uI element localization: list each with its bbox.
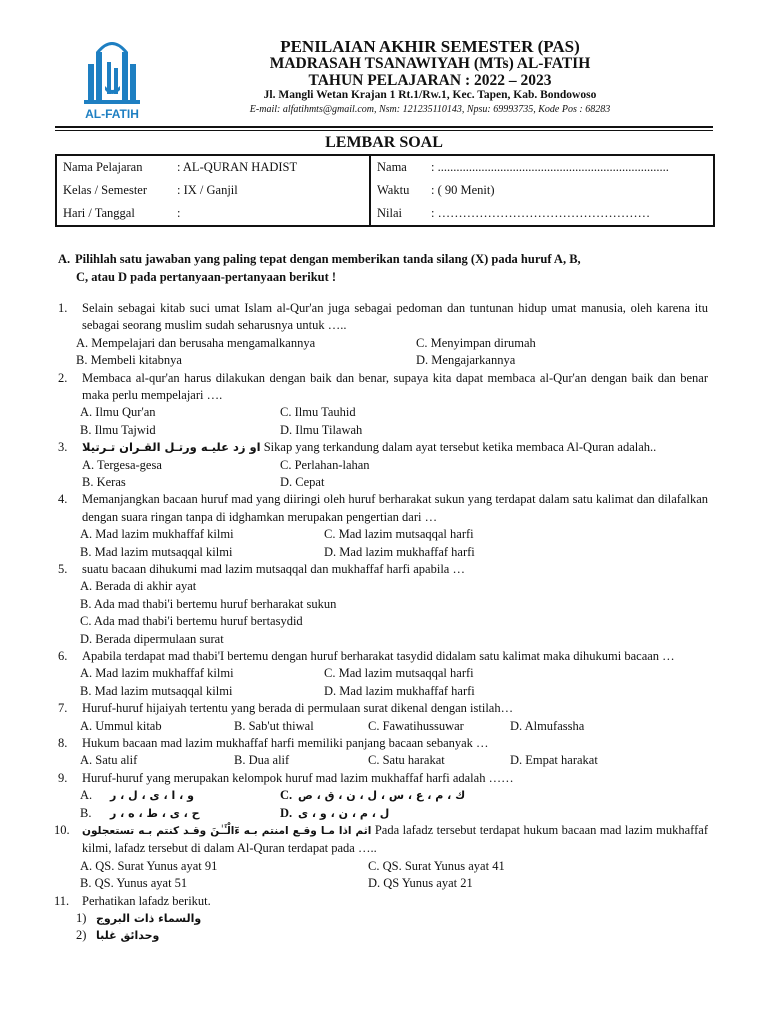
question-number: 2. <box>58 370 68 385</box>
arabic-verse: اثم اذا مـا وقـع امنتم بـه ءٓالْـَٔـٰنَ وقـد كنتم بـه تستعجلون <box>82 824 372 837</box>
option-c[interactable]: C. Mad lazim mutsaqqal harfi <box>324 666 474 681</box>
option-a[interactable]: A. Mad lazim mukhaffaf kilmi <box>80 666 234 681</box>
subject-label: Nama Pelajaran <box>63 160 143 174</box>
option-d[interactable]: D. QS Yunus ayat 21 <box>368 876 473 891</box>
question-2 <box>58 370 708 405</box>
option-b[interactable]: B. Ada mad thabi'i bertemu huruf berharakat sukun <box>80 596 337 611</box>
question-text: Selain sebagai kitab suci umat Islam al-Qur'an juga sebagai pedoman dan tuntunan hidup umat manusia, oleh karena itu sebagai seorang muslim sudah seharusnya untuk ….. <box>82 301 708 333</box>
option-b[interactable]: B. Mad lazim mutsaqqal kilmi <box>80 544 233 559</box>
academic-year: TAHUN PELAJARAN : 2022 – 2023 <box>308 71 552 89</box>
class-label: Kelas / Semester <box>63 183 148 197</box>
date-label: Hari / Tanggal <box>63 206 135 220</box>
option-d[interactable]: D. Mad lazim mukhaffaf harfi <box>324 544 475 559</box>
option-c[interactable]: C. Mad lazim mutsaqqal harfi <box>324 527 474 542</box>
option-d[interactable]: D. Berada dipermulaan surat <box>80 631 224 646</box>
option-a[interactable]: A. Tergesa-gesa <box>82 457 162 472</box>
school-name: MADRASAH TSANAWIYAH (MTs) AL-FATIH <box>269 55 591 72</box>
option-c[interactable]: C. QS. Surat Yunus ayat 41 <box>368 858 505 873</box>
option-b[interactable]: B. Keras <box>82 474 126 489</box>
question-text: Perhatikan lafadz berikut. <box>82 893 211 908</box>
option-d[interactable]: D. Mengajarkannya <box>416 353 516 368</box>
name-label: Nama <box>377 160 407 174</box>
lafadz-2-number: 2) <box>76 928 87 943</box>
question-number: 8. <box>58 735 68 750</box>
question-number: 6. <box>58 648 68 663</box>
letterhead <box>150 38 710 115</box>
school-contact: E-mail: alfatihmts@gmail.com, Nsm: 121235110143, Npsu: 69993735, Kode Pos : 68283 <box>249 103 611 115</box>
option-d[interactable]: D. Almufassha <box>510 718 585 733</box>
option-a[interactable]: A. QS. Surat Yunus ayat 91 <box>80 858 218 873</box>
score-label: Nilai <box>377 206 402 220</box>
option-b[interactable]: B. Dua alif <box>234 753 290 768</box>
arabic-verse: او زد عليـه ورتـل القـران تـرتيلا <box>82 440 261 455</box>
question-text: Sikap yang terkandung dalam ayat tersebut ketika membaca Al-Quran adalah.. <box>263 440 657 455</box>
time-value: : ( 90 Menit) <box>431 183 495 197</box>
question-11 <box>54 893 708 910</box>
question-text: Apabila terdapat mad thabi'I bertemu dengan huruf berharakat tasydid didalam satu kalimat maka dihukumi bacaan … <box>82 648 675 663</box>
section-letter: A. <box>58 252 71 266</box>
name-field[interactable]: : .......................................................................... <box>431 160 669 174</box>
option-a[interactable]: A. Satu alif <box>80 753 138 768</box>
logo-text: AL-FATIH <box>85 107 139 121</box>
question-number: 4. <box>58 492 68 507</box>
lafadz-1: والسماء ذات البروج <box>96 911 202 925</box>
exam-title: PENILAIAN AKHIR SEMESTER (PAS) <box>280 37 580 56</box>
question-number: 1. <box>58 301 68 315</box>
question-1 <box>58 300 708 335</box>
question-8 <box>58 735 708 752</box>
option-c[interactable]: C. Ilmu Tauhid <box>280 405 356 420</box>
option-a[interactable]: A. Ilmu Qur'an <box>80 405 156 420</box>
school-logo <box>74 34 150 124</box>
option-c-arabic: ك ، م ، ع ، س ، ل ، ن ، ق ، ص <box>298 789 466 803</box>
student-info-table <box>55 154 715 227</box>
subject-value: : AL-QURAN HADIST <box>177 160 298 174</box>
option-a-letter[interactable]: A. <box>80 788 93 803</box>
instruction-line-1: Pilihlah satu jawaban yang paling tepat dengan memberikan tanda silang (X) pada huruf A, B, <box>75 252 581 266</box>
lafadz-1-number: 1) <box>76 910 87 925</box>
question-text: Huruf-huruf hijaiyah tertentu yang berada di permulaan surat dikenal dengan istilah… <box>82 701 514 716</box>
option-b[interactable]: B. Membeli kitabnya <box>76 353 182 368</box>
option-c[interactable]: C. Satu harakat <box>368 753 445 768</box>
question-text: Memanjangkan bacaan huruf mad yang diiringi oleh huruf berharakat sukun yang terdapat dalam satu kalimat dan dilafalkan dengan suara ringan tanpa di idghamkan merupakan pengertian dari … <box>82 492 708 524</box>
date-field[interactable]: : <box>177 206 181 220</box>
option-d-arabic: ل ، م ، ن ، و ، ى <box>298 806 390 820</box>
time-label: Waktu <box>377 183 410 197</box>
lafadz-2: وحدائق غلبا <box>96 929 160 943</box>
question-6 <box>58 648 708 665</box>
question-7 <box>58 700 708 717</box>
option-c[interactable]: C. Fawatihussuwar <box>368 718 464 733</box>
option-a[interactable]: A. Berada di akhir ayat <box>80 579 197 594</box>
option-c[interactable]: C. Perlahan-lahan <box>280 457 370 472</box>
question-text: Hukum bacaan mad lazim mukhaffaf harfi memiliki panjang bacaan sebanyak … <box>82 735 489 750</box>
option-d[interactable]: D. Empat harakat <box>510 753 598 768</box>
question-text: Huruf-huruf yang merupakan kelompok huruf mad lazim mukhaffaf harfi adalah …… <box>82 770 514 785</box>
question-number: 10. <box>54 822 70 837</box>
question-4 <box>58 491 708 526</box>
option-a[interactable]: A. Mad lazim mukhaffaf kilmi <box>80 527 234 542</box>
question-list <box>54 300 708 945</box>
option-c[interactable]: C. Menyimpan dirumah <box>416 335 536 350</box>
question-number: 9. <box>58 770 68 785</box>
class-value: : IX / Ganjil <box>177 183 238 197</box>
question-text: suatu bacaan dihukumi mad lazim mutsaqqal dan mukhaffaf harfi apabila … <box>82 561 465 576</box>
option-b-letter[interactable]: B. <box>80 805 92 820</box>
question-5 <box>58 561 708 578</box>
option-d-letter[interactable]: D. <box>280 805 293 820</box>
option-d[interactable]: D. Cepat <box>280 474 325 489</box>
option-b[interactable]: B. Sab'ut thiwal <box>234 718 314 733</box>
score-field[interactable]: : …………………………………………… <box>431 206 651 220</box>
option-b[interactable]: B. Mad lazim mutsaqqal kilmi <box>80 683 233 698</box>
school-address: Jl. Mangli Wetan Krajan 1 Rt.1/Rw.1, Kec. Tapen, Kab. Bondowoso <box>263 89 597 101</box>
header-divider-thin <box>55 130 713 131</box>
question-9 <box>58 770 708 787</box>
option-b[interactable]: B. Ilmu Tajwid <box>80 422 156 437</box>
sheet-title: LEMBAR SOAL <box>325 134 443 151</box>
question-text: Membaca al-qur'an harus dilakukan dengan baik dan benar, supaya kita dapat membaca al-Qur'an dengan baik dan benar maka perlu mempelajari …. <box>82 370 708 402</box>
option-d[interactable]: D. Ilmu Tilawah <box>280 422 363 437</box>
option-c[interactable]: C. Ada mad thabi'i bertemu huruf bertasydid <box>80 614 303 629</box>
header-divider-thick <box>55 126 713 128</box>
option-d[interactable]: D. Mad lazim mukhaffaf harfi <box>324 683 475 698</box>
question-number: 5. <box>58 561 68 576</box>
question-number: 3. <box>58 440 68 455</box>
option-a[interactable]: A. Ummul kitab <box>80 718 162 733</box>
question-number: 11. <box>54 893 70 908</box>
option-b-arabic: ح ، ى ، ط ، ه ، ر <box>110 806 200 820</box>
question-text: Pada lafadz tersebut terdapat hukum bacaan mad lazim mukhaffaf kilmi, lafadz tersebut di dalam Al-Quran terdapat pada ….. <box>82 822 708 856</box>
question-10 <box>54 822 708 858</box>
option-c-letter[interactable]: C. <box>280 788 293 803</box>
option-b[interactable]: B. QS. Yunus ayat 51 <box>80 876 188 891</box>
instruction-line-2: C, atau D pada pertanyaan-pertanyaan berikut ! <box>76 270 337 284</box>
option-a-arabic: و ، ا ، ى ، ل ، ر <box>110 789 194 803</box>
instruction <box>58 250 708 286</box>
option-a[interactable]: A. Mempelajari dan berusaha mengamalkannya <box>76 335 316 350</box>
question-number: 7. <box>58 701 68 716</box>
question-3 <box>58 439 708 456</box>
